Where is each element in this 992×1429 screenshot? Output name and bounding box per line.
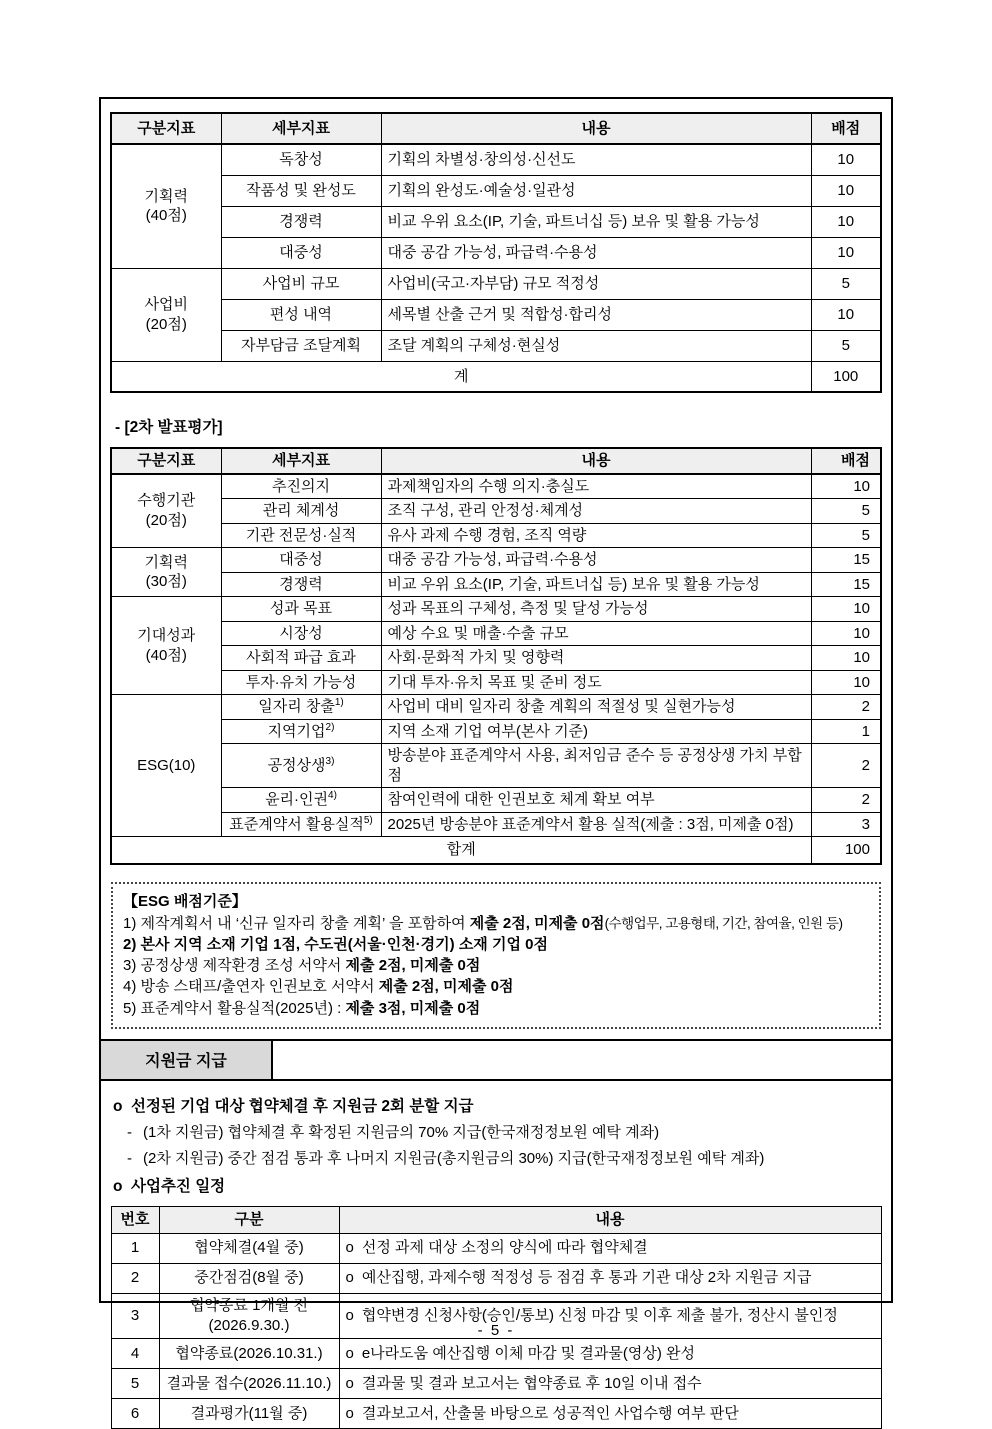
detail-cell: 자부담금 조달계획 — [221, 330, 381, 361]
group-name: 수행기관 — [137, 492, 196, 510]
points-cell: 15 — [811, 572, 881, 597]
table-row — [111, 144, 881, 175]
row-content — [339, 1263, 881, 1293]
note-bold: 제출 2점, 미제출 0점 — [378, 978, 514, 996]
bullet-text: (1차 지원금) 협약체결 후 확정된 지원금의 70% 지급(한국재정정보원 예탁 계좌) — [143, 1124, 660, 1142]
bullet-marker: o — [345, 1374, 354, 1392]
row-content — [339, 1369, 881, 1399]
schedule-row — [111, 1339, 881, 1369]
esg-note-2 — [123, 934, 869, 955]
points-cell: 10 — [811, 206, 881, 237]
content-cell: 조직 구성, 관리 안정성·체계성 — [381, 499, 811, 524]
note-text: 3) 공정상생 제작환경 조성 서약서 — [123, 957, 346, 975]
row-number: 5 — [111, 1369, 159, 1399]
total-label: 합계 — [111, 837, 811, 864]
column-header-points: 배점 — [811, 113, 881, 144]
detail-label: 표준계약서 활용실적 — [229, 815, 364, 833]
footnote-ref: 1) — [334, 697, 344, 708]
row-number: 4 — [111, 1339, 159, 1369]
detail-label: 공정상생 — [267, 756, 326, 774]
group-points: (40점) — [145, 646, 187, 664]
table-row — [111, 548, 881, 573]
points-cell: 5 — [811, 268, 881, 299]
second-evaluation-title: - [2차 발표평가] — [115, 419, 223, 436]
esg-note-4 — [123, 976, 869, 997]
table-row — [111, 237, 881, 268]
esg-note-3 — [123, 955, 869, 976]
row-content — [339, 1339, 881, 1369]
content-cell: 성과 목표의 구체성, 측정 및 달성 가능성 — [381, 597, 811, 622]
points-cell: 10 — [811, 670, 881, 695]
detail-label: 일자리 창출 — [258, 698, 335, 715]
row-category: 협약종료(2026.10.31.) — [159, 1339, 339, 1369]
row-content — [339, 1399, 881, 1429]
bullet-marker: o — [345, 1307, 354, 1325]
points-cell: 5 — [811, 523, 881, 548]
first-evaluation-table — [110, 112, 882, 393]
content-cell: 참여인력에 대한 인권보호 체계 확보 여부 — [381, 788, 811, 813]
table-row — [111, 268, 881, 299]
note-text: 5) 표준계약서 활용실적(2025년) : — [123, 999, 346, 1017]
row-number: 1 — [111, 1233, 159, 1263]
content-cell: 과제책임자의 수행 의지·충실도 — [381, 474, 811, 499]
footnote-ref: 3) — [325, 755, 335, 767]
points-cell: 10 — [811, 144, 881, 175]
row-number: 6 — [111, 1399, 159, 1429]
esg-criteria-box — [111, 882, 881, 1029]
detail-cell: 관리 체계성 — [221, 499, 381, 524]
column-header-content: 내용 — [381, 448, 811, 474]
points-cell: 2 — [811, 695, 881, 720]
detail-cell: 대중성 — [221, 237, 381, 268]
column-header-content: 내용 — [381, 113, 811, 144]
table-row — [111, 299, 881, 330]
group-name: 사업비 — [144, 296, 188, 313]
table-row — [111, 523, 881, 548]
payment-bullets — [113, 1093, 881, 1200]
content-cell: 기대 투자·유치 목표 및 준비 정도 — [381, 670, 811, 695]
row-category: 중간점검(8월 중) — [159, 1263, 339, 1293]
table-row — [111, 670, 881, 695]
row-category: 결과평가(11월 중) — [159, 1399, 339, 1429]
footnote-ref: 5) — [363, 814, 373, 826]
content-cell: 지역 소재 기업 여부(본사 기준) — [381, 719, 811, 744]
bullet-marker: o — [113, 1097, 123, 1115]
detail-cell: 작품성 및 완성도 — [221, 175, 381, 206]
bullet-marker: o — [345, 1239, 354, 1257]
group-name: ESG(10) — [137, 756, 196, 774]
payment-section-title: 지원금 지급 — [101, 1041, 273, 1079]
esg-note-5 — [123, 998, 869, 1019]
detail-cell: 투자·유치 가능성 — [221, 670, 381, 695]
group-points: (30점) — [145, 573, 187, 590]
total-points: 100 — [811, 361, 881, 392]
content-cell: 사업비 대비 일자리 창출 계획의 적절성 및 실현가능성 — [381, 695, 811, 720]
footnote-ref: 4) — [328, 790, 337, 801]
bullet-second-payment — [113, 1146, 881, 1172]
table-row — [111, 744, 881, 788]
table-row — [111, 812, 881, 837]
detail-cell: 성과 목표 — [221, 597, 381, 622]
detail-cell: 편성 내역 — [221, 299, 381, 330]
content-cell: 사업비(국고·자부담) 규모 적정성 — [381, 268, 811, 299]
group-cell — [111, 695, 221, 837]
content-cell: 비교 우위 요소(IP, 기술, 파트너십 등) 보유 및 활용 가능성 — [381, 572, 811, 597]
points-cell: 15 — [811, 548, 881, 573]
schedule-row — [111, 1399, 881, 1429]
group-points: (20점) — [145, 511, 187, 529]
table-row — [111, 175, 881, 206]
detail-cell — [221, 695, 381, 720]
total-row — [111, 361, 881, 392]
content-text: 결과보고서, 산출물 바탕으로 성공적인 사업수행 여부 판단 — [361, 1404, 739, 1422]
column-header-detail: 세부지표 — [221, 448, 381, 474]
esg-box-title: 【ESG 배점기준】 — [123, 892, 247, 910]
points-cell: 10 — [811, 299, 881, 330]
esg-note-1 — [123, 913, 869, 934]
points-cell: 2 — [811, 788, 881, 813]
schedule-row — [111, 1369, 881, 1399]
detail-cell — [221, 719, 381, 744]
table-row — [111, 788, 881, 813]
content-cell: 사회·문화적 가치 및 영향력 — [381, 646, 811, 671]
group-cell — [111, 144, 221, 268]
detail-cell: 경쟁력 — [221, 206, 381, 237]
group-cell — [111, 597, 221, 695]
points-cell: 10 — [811, 646, 881, 671]
bullet-first-payment — [113, 1120, 881, 1146]
points-cell: 10 — [811, 175, 881, 206]
group-name: 기대성과 — [137, 627, 196, 644]
footnote-ref: 2) — [325, 721, 335, 733]
points-cell: 2 — [811, 744, 881, 788]
bullet-marker: o — [345, 1344, 354, 1362]
column-header-points: 배점 — [811, 448, 881, 474]
column-header-group: 구분지표 — [111, 113, 221, 144]
bullet-marker: o — [345, 1404, 354, 1422]
table-row — [111, 572, 881, 597]
payment-section-bar — [101, 1039, 891, 1081]
content-cell: 대중 공감 가능성, 파급력·수용성 — [381, 548, 811, 573]
group-name: 기획력 — [144, 553, 188, 571]
bullet-split-payment — [113, 1093, 881, 1120]
page-number: - 5 - — [477, 1322, 515, 1339]
total-row — [111, 837, 881, 864]
column-header-category: 구분 — [159, 1206, 339, 1233]
content-cell: 세목별 산출 근거 및 적합성·합리성 — [381, 299, 811, 330]
content-cell: 대중 공감 가능성, 파급력·수용성 — [381, 237, 811, 268]
group-cell — [111, 548, 221, 597]
row-number: 3 — [111, 1293, 159, 1339]
content-cell: 비교 우위 요소(IP, 기술, 파트너십 등) 보유 및 활용 가능성 — [381, 206, 811, 237]
schedule-row — [111, 1263, 881, 1293]
column-header-detail: 세부지표 — [221, 113, 381, 144]
bullet-text: 사업추진 일정 — [131, 1177, 226, 1195]
note-bold: 제출 2점, 미제출 0점 — [469, 914, 605, 932]
row-category: 결과물 접수(2026.11.10.) — [159, 1369, 339, 1399]
content-cell: 유사 과제 수행 경험, 조직 역량 — [381, 523, 811, 548]
group-cell — [111, 474, 221, 548]
content-cell: 기획의 차별성·창의성·신선도 — [381, 144, 811, 175]
group-cell — [111, 268, 221, 361]
points-cell: 10 — [811, 597, 881, 622]
bullet-marker: o — [113, 1177, 123, 1195]
note-text: 1) 제작계획서 내 ‘신규 일자리 창출 계획’ 을 포함하여 — [123, 914, 470, 932]
points-cell: 3 — [811, 812, 881, 837]
detail-cell: 추진의지 — [221, 474, 381, 499]
detail-cell: 사회적 파급 효과 — [221, 646, 381, 671]
table-header-row — [111, 1206, 881, 1233]
detail-cell: 시장성 — [221, 621, 381, 646]
column-header-content: 내용 — [339, 1206, 881, 1233]
table-row — [111, 719, 881, 744]
bullet-marker: - — [127, 1150, 132, 1168]
page-frame — [99, 97, 893, 1422]
column-header-group: 구분지표 — [111, 448, 221, 474]
note-detail: (수행업무, 고용형태, 기간, 참여율, 인원 등) — [604, 915, 843, 931]
detail-cell — [221, 788, 381, 813]
note-bold: 2) 본사 지역 소재 기업 1점, 수도권(서울·인천·경기) 소재 기업 0점 — [123, 935, 548, 953]
detail-cell: 독창성 — [221, 144, 381, 175]
content-cell: 방송분야 표준계약서 사용, 최저임금 준수 등 공정상생 가치 부합점 — [381, 744, 811, 788]
detail-cell: 대중성 — [221, 548, 381, 573]
note-bold: 제출 2점, 미제출 0점 — [345, 957, 481, 975]
row-category: 협약체결(4월 중) — [159, 1233, 339, 1263]
points-cell: 1 — [811, 719, 881, 744]
points-cell: 10 — [811, 474, 881, 499]
group-name: 기획력 — [144, 187, 188, 205]
row-number: 2 — [111, 1263, 159, 1293]
content-cell: 예상 수요 및 매출·수출 규모 — [381, 621, 811, 646]
content-text: e나라도움 예산집행 이체 마감 및 결과물(영상) 완성 — [361, 1344, 695, 1362]
table-row — [111, 499, 881, 524]
detail-cell: 기관 전문성·실적 — [221, 523, 381, 548]
bullet-marker: - — [127, 1124, 132, 1142]
table-row — [111, 646, 881, 671]
total-label: 계 — [111, 361, 811, 392]
detail-cell — [221, 744, 381, 788]
bullet-schedule-title — [113, 1173, 881, 1200]
total-points: 100 — [811, 837, 881, 864]
detail-cell — [221, 812, 381, 837]
note-text: 4) 방송 스태프/출연자 인권보호 서약서 — [123, 978, 379, 996]
points-cell: 10 — [811, 621, 881, 646]
table-row — [111, 330, 881, 361]
detail-label: 지역기업 — [267, 722, 326, 740]
content-text: 결과물 및 결과 보고서는 협약종료 후 10일 이내 접수 — [361, 1374, 702, 1392]
table-header-row — [111, 113, 881, 144]
group-points: (40점) — [145, 207, 187, 225]
detail-label: 윤리·인권 — [265, 791, 329, 808]
table-row — [111, 597, 881, 622]
table-row — [111, 695, 881, 720]
table-row — [111, 474, 881, 499]
content-cell: 조달 계획의 구체성·현실성 — [381, 330, 811, 361]
row-content — [339, 1233, 881, 1263]
points-cell: 10 — [811, 237, 881, 268]
detail-cell: 경쟁력 — [221, 572, 381, 597]
note-bold: 제출 3점, 미제출 0점 — [345, 999, 481, 1017]
content-text: 예산집행, 과제수행 적정성 등 점검 후 통과 기관 대상 2차 지원금 지급 — [361, 1269, 812, 1287]
table-header-row — [111, 448, 881, 474]
group-points: (20점) — [145, 315, 187, 333]
bullet-text: 선정된 기업 대상 협약체결 후 지원금 2회 분할 지급 — [131, 1097, 474, 1115]
points-cell: 5 — [811, 330, 881, 361]
detail-cell: 사업비 규모 — [221, 268, 381, 299]
second-evaluation-table — [110, 447, 882, 865]
content-cell: 기획의 완성도·예술성·일관성 — [381, 175, 811, 206]
schedule-row — [111, 1233, 881, 1263]
project-schedule-table — [111, 1206, 882, 1429]
bullet-text: (2차 지원금) 중간 점검 통과 후 나머지 지원금(총지원금의 30%) 지급(한국재정정보원 예탁 계좌) — [143, 1150, 765, 1168]
content-text: 선정 과제 대상 소정의 양식에 따라 협약체결 — [361, 1239, 648, 1257]
column-header-number: 번호 — [111, 1206, 159, 1233]
points-cell: 5 — [811, 499, 881, 524]
bullet-marker: o — [345, 1269, 354, 1287]
content-cell: 2025년 방송분야 표준계약서 활용 실적(제출 : 3점, 미제출 0점) — [381, 812, 811, 837]
table-row — [111, 206, 881, 237]
content-text: 협약변경 신청사항(승인/통보) 신청 마감 및 이후 제출 불가, 정산시 불인정 — [361, 1307, 838, 1325]
row-category: 협약종료 1개월 전(2026.9.30.) — [159, 1293, 339, 1339]
table-row — [111, 621, 881, 646]
